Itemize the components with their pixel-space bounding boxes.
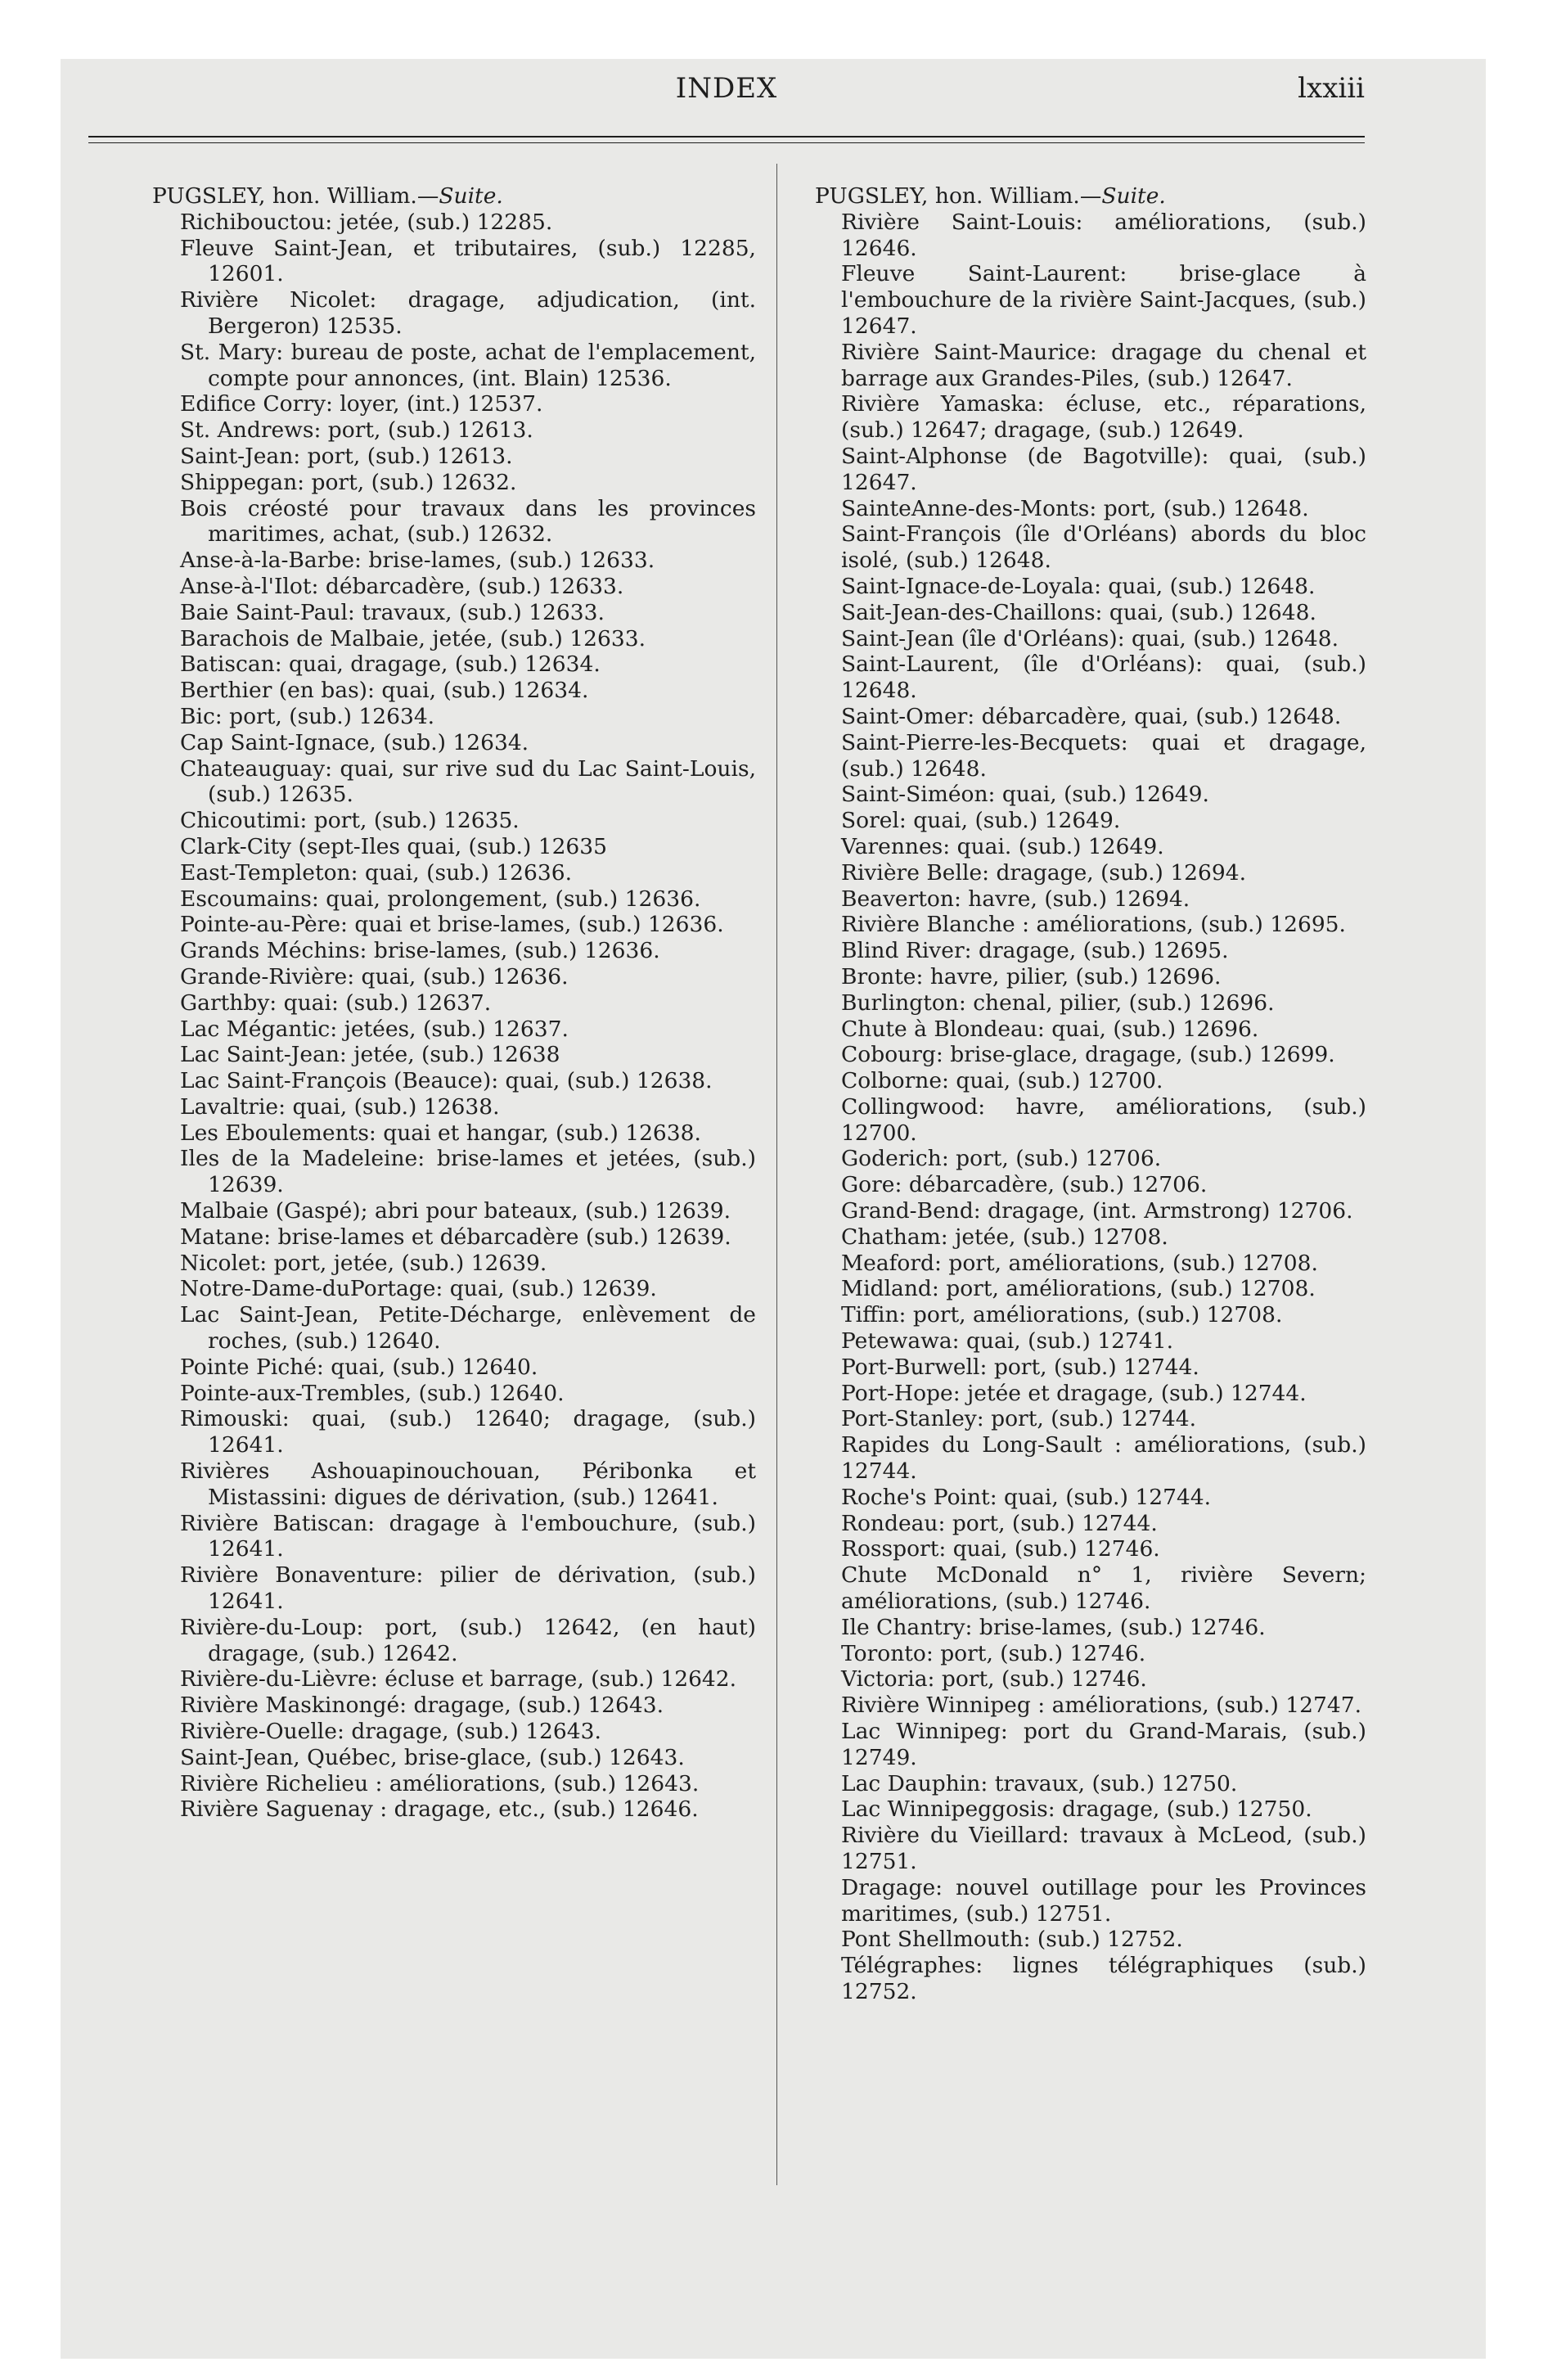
index-entry: Rapides du Long-Sault : améliorations, (sub.) 12744. bbox=[841, 1432, 1366, 1485]
index-entry: Lac Saint-Jean: jetée, (sub.) 12638 bbox=[180, 1042, 560, 1068]
index-entry: Varennes: quai. (sub.) 12649. bbox=[841, 833, 1164, 859]
page-header bbox=[88, 72, 1365, 113]
heading-suite: Suite. bbox=[439, 183, 503, 209]
index-entry: Saint-Siméon: quai, (sub.) 12649. bbox=[841, 782, 1209, 808]
index-entry: Fleuve Saint-Jean, et tributaires, (sub.) 12285, 12601. bbox=[180, 235, 756, 287]
index-entry: Lac Mégantic: jetées, (sub.) 12637. bbox=[180, 1016, 569, 1042]
heading-suite: Suite. bbox=[1101, 183, 1166, 209]
index-entry: Rivière du Vieillard: travaux à McLeod, (sub.) 12751. bbox=[841, 1823, 1366, 1874]
index-entry: Rivière-du-Loup: port, (sub.) 12642, (en haut) dragage, (sub.) 12642. bbox=[180, 1614, 756, 1666]
left-column bbox=[152, 183, 756, 1823]
index-entry: Rivière Saint-Louis: améliorations, (sub.) 12646. bbox=[841, 209, 1366, 261]
column-heading bbox=[815, 183, 1366, 210]
index-entry: Sorel: quai, (sub.) 12649. bbox=[841, 808, 1121, 834]
index-entry: Rimouski: quai, (sub.) 12640; dragage, (sub.) 12641. bbox=[180, 1406, 756, 1458]
index-entry: Bic: port, (sub.) 12634. bbox=[180, 703, 435, 729]
index-entry: Saint-Omer: débarcadère, quai, (sub.) 12648. bbox=[841, 703, 1342, 729]
index-entry: Edifice Corry: loyer, (int.) 12537. bbox=[180, 391, 543, 417]
right-column bbox=[815, 183, 1366, 2005]
index-entry: Port-Burwell: port, (sub.) 12744. bbox=[841, 1354, 1199, 1380]
index-entry: Collingwood: havre, améliorations, (sub.) 12700. bbox=[841, 1093, 1366, 1146]
index-entry: Bronte: havre, pilier, (sub.) 12696. bbox=[841, 963, 1222, 989]
index-entry: Barachois de Malbaie, jetée, (sub.) 12633. bbox=[180, 625, 646, 651]
page-number: lxxiii bbox=[1298, 72, 1365, 105]
index-entry-list bbox=[815, 210, 1366, 2005]
index-entry: Sait-Jean-des-Chaillons: quai, (sub.) 12648. bbox=[841, 599, 1316, 625]
index-entry: Chicoutimi: port, (sub.) 12635. bbox=[180, 808, 520, 834]
index-entry: Télégraphes: lignes télégraphiques (sub.) 12752. bbox=[841, 1953, 1366, 2004]
index-entry: Pointe Piché: quai, (sub.) 12640. bbox=[180, 1354, 538, 1380]
index-entry: Pont Shellmouth: (sub.) 12752. bbox=[841, 1927, 1183, 1953]
index-entry: Saint-Pierre-les-Becquets: quai et dragage, (sub.) 12648. bbox=[841, 729, 1366, 782]
index-entry: Les Eboulements: quai et hangar, (sub.) 12638. bbox=[180, 1120, 701, 1146]
index-entry: Chute à Blondeau: quai, (sub.) 12696. bbox=[841, 1016, 1259, 1042]
index-entry: Notre-Dame-duPortage: quai, (sub.) 12639. bbox=[180, 1276, 657, 1302]
index-entry: Saint-Jean: port, (sub.) 12613. bbox=[180, 443, 513, 469]
index-entry: Rossport: quai, (sub.) 12746. bbox=[841, 1536, 1160, 1562]
index-entry: Clark-City (sept-Iles quai, (sub.) 12635 bbox=[180, 833, 608, 859]
index-entry: Lac Saint-Jean, Petite-Décharge, enlèvement de roches, (sub.) 12640. bbox=[180, 1302, 756, 1355]
index-entry: Richibouctou: jetée, (sub.) 12285. bbox=[180, 209, 553, 235]
index-entry: Rivière Yamaska: écluse, etc., réparations, (sub.) 12647; dragage, (sub.) 12649. bbox=[841, 391, 1366, 444]
index-entry: Saint-Jean, Québec, brise-glace, (sub.) 12643. bbox=[180, 1744, 685, 1770]
index-entry-list bbox=[152, 210, 756, 1823]
header-rule bbox=[88, 136, 1365, 137]
index-entry: Rivières Ashouapinouchouan, Péribonka et Mistassini: digues de dérivation, (sub.) 12641. bbox=[180, 1458, 756, 1510]
index-entry: St. Mary: bureau de poste, achat de l'emplacement, compte pour annonces, (int. Blain) 12536. bbox=[180, 339, 756, 391]
page-title: INDEX bbox=[675, 72, 778, 105]
index-entry: Cap Saint-Ignace, (sub.) 12634. bbox=[180, 729, 529, 755]
index-entry: Goderich: port, (sub.) 12706. bbox=[841, 1146, 1162, 1172]
index-entry: Rondeau: port, (sub.) 12744. bbox=[841, 1510, 1158, 1536]
index-entry: Rivière Nicolet: dragage, adjudication, (int. Bergeron) 12535. bbox=[180, 287, 756, 339]
index-entry: Rivière Blanche : améliorations, (sub.) 12695. bbox=[841, 912, 1346, 938]
heading-name: PUGSLEY, hon. William.— bbox=[152, 183, 439, 209]
index-entry: Beaverton: havre, (sub.) 12694. bbox=[841, 886, 1190, 912]
index-entry: Iles de la Madeleine: brise-lames et jetées, (sub.) 12639. bbox=[180, 1146, 756, 1198]
index-entry: Lavaltrie: quai, (sub.) 12638. bbox=[180, 1093, 500, 1120]
index-entry: Rivière-Ouelle: dragage, (sub.) 12643. bbox=[180, 1719, 601, 1745]
index-entry: Grand-Bend: dragage, (int. Armstrong) 12706. bbox=[841, 1198, 1353, 1224]
index-entry: Pointe-au-Père: quai et brise-lames, (sub.) 12636. bbox=[180, 912, 724, 938]
index-entry: Matane: brise-lames et débarcadère (sub.) 12639. bbox=[180, 1224, 731, 1250]
index-entry: Toronto: port, (sub.) 12746. bbox=[841, 1640, 1146, 1666]
index-entry: Cobourg: brise-glace, dragage, (sub.) 12699. bbox=[841, 1042, 1335, 1068]
index-entry: Berthier (en bas): quai, (sub.) 12634. bbox=[180, 678, 589, 704]
index-entry: Chateauguay: quai, sur rive sud du Lac Saint-Louis, (sub.) 12635. bbox=[180, 755, 756, 808]
index-entry: Shippegan: port, (sub.) 12632. bbox=[180, 469, 517, 495]
index-entry: Lac Saint-François (Beauce): quai, (sub.) 12638. bbox=[180, 1068, 713, 1094]
index-entry: Lac Dauphin: travaux, (sub.) 12750. bbox=[841, 1770, 1238, 1796]
index-entry: Saint-Laurent, (île d'Orléans): quai, (sub.) 12648. bbox=[841, 651, 1366, 704]
index-entry: Colborne: quai, (sub.) 12700. bbox=[841, 1068, 1163, 1094]
index-entry: SainteAnne-des-Monts: port, (sub.) 12648. bbox=[841, 495, 1309, 521]
index-entry: Fleuve Saint-Laurent: brise-glace à l'embouchure de la rivière Saint-Jacques, (sub.) 12647. bbox=[841, 261, 1366, 339]
index-entry: Victoria: port, (sub.) 12746. bbox=[841, 1666, 1147, 1693]
index-entry: Burlington: chenal, pilier, (sub.) 12696. bbox=[841, 989, 1275, 1016]
index-entry: East-Templeton: quai, (sub.) 12636. bbox=[180, 859, 573, 886]
index-entry: Dragage: nouvel outillage pour les Provinces maritimes, (sub.) 12751. bbox=[841, 1874, 1366, 1927]
index-entry: Escoumains: quai, prolongement, (sub.) 12636. bbox=[180, 886, 701, 912]
index-entry: Saint-Alphonse (de Bagotville): quai, (sub.) 12647. bbox=[841, 443, 1366, 495]
index-entry: Rivière Batiscan: dragage à l'embouchure, (sub.) 12641. bbox=[180, 1510, 756, 1562]
index-entry: Rivière Bonaventure: pilier de dérivation, (sub.) 12641. bbox=[180, 1562, 756, 1615]
index-entry: Anse-à-la-Barbe: brise-lames, (sub.) 12633. bbox=[180, 548, 655, 574]
index-entry: Saint-François (île d'Orléans) abords du bloc isolé, (sub.) 12648. bbox=[841, 521, 1366, 574]
index-entry: Baie Saint-Paul: travaux, (sub.) 12633. bbox=[180, 599, 605, 625]
index-entry: Petewawa: quai, (sub.) 12741. bbox=[841, 1328, 1174, 1355]
index-entry: Tiffin: port, améliorations, (sub.) 12708. bbox=[841, 1302, 1283, 1328]
index-entry: St. Andrews: port, (sub.) 12613. bbox=[180, 417, 533, 444]
index-entry: Chatham: jetée, (sub.) 12708. bbox=[841, 1224, 1168, 1250]
index-entry: Gore: débarcadère, (sub.) 12706. bbox=[841, 1172, 1208, 1198]
index-entry: Meaford: port, améliorations, (sub.) 12708. bbox=[841, 1250, 1318, 1276]
index-entry: Rivière Winnipeg : améliorations, (sub.) 12747. bbox=[841, 1693, 1362, 1719]
index-entry: Pointe-aux-Trembles, (sub.) 12640. bbox=[180, 1380, 565, 1406]
index-entry: Rivière Saguenay : dragage, etc., (sub.) 12646. bbox=[180, 1796, 699, 1823]
index-entry: Midland: port, améliorations, (sub.) 12708. bbox=[841, 1276, 1316, 1302]
index-entry: Blind River: dragage, (sub.) 12695. bbox=[841, 938, 1229, 964]
index-entry: Chute McDonald n° 1, rivière Severn; améliorations, (sub.) 12746. bbox=[841, 1562, 1366, 1615]
index-entry: Lac Winnipeg: port du Grand-Marais, (sub.) 12749. bbox=[841, 1719, 1366, 1770]
heading-name: PUGSLEY, hon. William.— bbox=[815, 183, 1102, 209]
index-entry: Rivière Maskinongé: dragage, (sub.) 12643. bbox=[180, 1693, 664, 1719]
index-entry: Port-Hope: jetée et dragage, (sub.) 12744. bbox=[841, 1380, 1307, 1406]
column-divider bbox=[776, 164, 777, 2185]
index-entry: Rivière Richelieu : améliorations, (sub.) 12643. bbox=[180, 1770, 700, 1796]
index-entry: Rivière Belle: dragage, (sub.) 12694. bbox=[841, 859, 1247, 886]
index-entry: Nicolet: port, jetée, (sub.) 12639. bbox=[180, 1250, 547, 1276]
column-heading bbox=[152, 183, 756, 210]
index-entry: Grande-Rivière: quai, (sub.) 12636. bbox=[180, 963, 569, 989]
index-entry: Port-Stanley: port, (sub.) 12744. bbox=[841, 1406, 1197, 1432]
index-entry: Roche's Point: quai, (sub.) 12744. bbox=[841, 1484, 1212, 1510]
index-entry: Garthby: quai: (sub.) 12637. bbox=[180, 989, 492, 1016]
index-entry: Rivière Saint-Maurice: dragage du chenal et barrage aux Grandes-Piles, (sub.) 12647. bbox=[841, 339, 1366, 391]
index-entry: Rivière-du-Lièvre: écluse et barrage, (sub.) 12642. bbox=[180, 1666, 737, 1693]
index-entry: Grands Méchins: brise-lames, (sub.) 12636. bbox=[180, 938, 660, 964]
index-entry: Anse-à-l'Ilot: débarcadère, (sub.) 12633. bbox=[180, 573, 624, 599]
index-entry: Saint-Jean (île d'Orléans): quai, (sub.) 12648. bbox=[841, 625, 1339, 651]
index-entry: Batiscan: quai, dragage, (sub.) 12634. bbox=[180, 651, 601, 678]
index-entry: Malbaie (Gaspé); abri pour bateaux, (sub.) 12639. bbox=[180, 1198, 731, 1224]
index-entry: Saint-Ignace-de-Loyala: quai, (sub.) 12648. bbox=[841, 573, 1316, 599]
index-entry: Bois créosté pour travaux dans les provinces maritimes, achat, (sub.) 12632. bbox=[180, 495, 756, 548]
header-rule-thin bbox=[88, 142, 1365, 143]
index-entry: Lac Winnipeggosis: dragage, (sub.) 12750. bbox=[841, 1796, 1312, 1823]
index-entry: Ile Chantry: brise-lames, (sub.) 12746. bbox=[841, 1614, 1266, 1640]
